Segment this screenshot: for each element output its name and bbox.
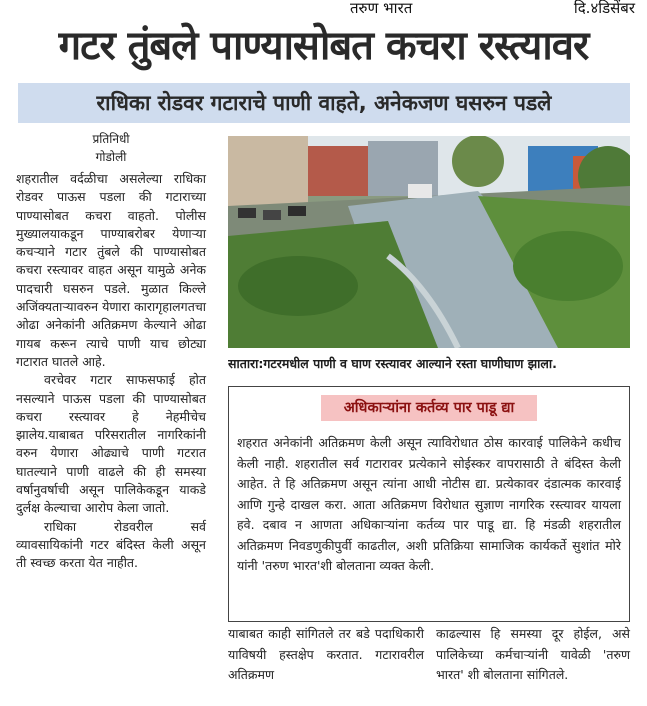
street-photo-illustration xyxy=(228,136,630,348)
street-photo xyxy=(228,136,630,348)
left-column xyxy=(16,170,206,573)
left-column-paragraph-3: राधिका रोडवरील सर्व व्यावसायिकांनी गटर बंदिस्त केली असून ती स्वच्छ करता येत नाहीत. xyxy=(16,518,206,571)
bottom-right-column: काढल्यास हि समस्या दूर होईल, असे पालिकेच्या कर्मचाऱ्यांनी यावेळी 'तरुण भारत' शी बोलताना सांगितले. xyxy=(436,626,630,682)
byline xyxy=(16,130,206,166)
opinion-box-title: अधिकाऱ्यांना कर्तव्य पार पाडू द्या xyxy=(321,395,537,421)
headline: गटर तुंबले पाण्यासोबत कचरा रस्त्यावर xyxy=(58,23,589,69)
subheadline: राधिका रोडवर गटाराचे पाणी वाहते, अनेकजण घसरुन पडले xyxy=(18,83,630,123)
issue-date: दि.४डिसेंबर xyxy=(573,0,635,17)
photo-caption: सातारा:गटरमधील पाणी व घाण रस्त्यावर आल्याने रस्ता घाणीघाण झाला. xyxy=(228,356,557,371)
opinion-box-text: शहरात अनेकांनी अतिक्रमण केली असून त्याविरोधात ठोस कारवाई पालिकेने कधीच केली नाही. शहरातील सर्व गटारावर प्रत्येकाने सोईस्कर वापरासाठी ते बंदिस्त केली आहेत. ते हि अतिक्रमण असून त्यांना आधी नोटीस द्या. प्रत्येकावर दंडात्मक कारवाई आणि गुन्हे दाखल करा. आता अतिक्रमण विरोधात सुज्ञाण नागरिक रस्त्यावर यायला हवे. दबाव न आणता अधिकाऱ्यांना कर्तव्य पार पाडू द्या. हि मंडळी शहरातील अतिक्रमण निवडणुकीपुर्वी काढतील, अशी प्रतिक्रिया सामाजिक कार्यकर्ते सुशांत मोरे यांनी 'तरुण भारत'शी बोलताना व्यक्त केली. xyxy=(237,435,621,573)
opinion-box xyxy=(228,386,630,622)
byline-reporter: प्रतिनिधी xyxy=(92,132,130,146)
bottom-middle-column: याबाबत काही सांगितले तर बडे पदाधिकारी याविषयी हस्तक्षेप करतात. गटारावरील अतिक्रमण xyxy=(228,626,424,682)
left-column-paragraph-2: वरचेवर गटार साफसफाई होत नसल्याने पाऊस पडला की पाण्यासोबत कचरा रस्त्यावर हे नेहमीचेच झालेय.याबाबत परिसरातील नागरिकांनी वरुन येणारा ओढ्याचे पाणी गटरात घातल्याने पाणी वाढले की ही समस्या वर्षानुवर्षाची असून पालिकेकडून याकडे दुर्लक्ष केल्याचा आरोप केला जातो. xyxy=(16,372,206,516)
newspaper-name: तरुण भारत xyxy=(350,0,413,17)
byline-location: गोडोली xyxy=(95,150,127,164)
left-column-paragraph-1: शहरातील वर्दळीचा असलेल्या राधिका रोडवर पाऊस पडला की गटाराच्या पाण्यासोबत कचरा वाहतो. पोलीस मुख्यालयाकडून पाण्याबरोबर येणाऱ्या कचऱ्याने गटार तुंबले की पाण्यासोबत कचरा रस्त्यावर वाहत असून यामुळे अनेक पादचारी घसरुन पडले. मुळात किल्ले अजिंक्यताऱ्यावरुन येणारा कारागृहालगतचा ओढा अनेकांनी अतिक्रमण केल्याने ओढा गायब करून त्याचे पाणी याच छोट्या गटारात घातले आहे. xyxy=(16,171,206,369)
